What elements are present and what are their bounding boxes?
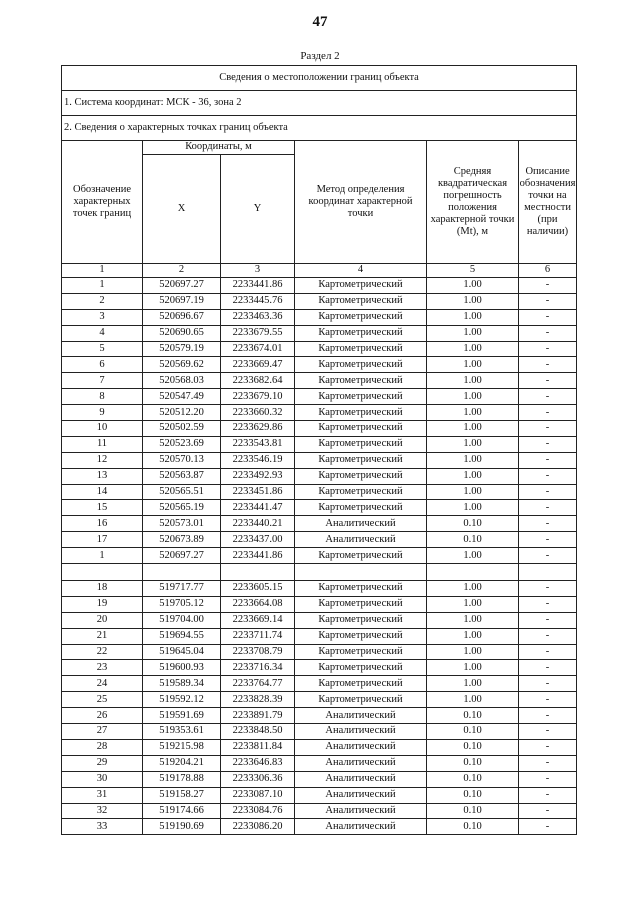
point-number-cell: 15 xyxy=(62,500,143,516)
method-cell: Картометрический xyxy=(295,421,427,437)
x-coordinate-cell: 519190.69 xyxy=(143,819,221,835)
description-cell: - xyxy=(519,484,577,500)
x-coordinate-cell: 520568.03 xyxy=(143,373,221,389)
boundaries-table xyxy=(61,65,577,835)
table-row xyxy=(62,660,577,676)
x-coordinate-cell: 519694.55 xyxy=(143,628,221,644)
description-cell: - xyxy=(519,628,577,644)
y-coordinate-cell: 2233629.86 xyxy=(221,421,295,437)
y-coordinate-cell: 2233828.39 xyxy=(221,692,295,708)
header-description: Описание обозначения точки на местности (при наличии) xyxy=(519,141,577,264)
method-cell: Картометрический xyxy=(295,468,427,484)
method-cell: Картометрический xyxy=(295,357,427,373)
x-coordinate-cell: 519592.12 xyxy=(143,692,221,708)
table-row xyxy=(62,819,577,835)
table-row xyxy=(62,341,577,357)
table-title: Сведения о местоположении границ объекта xyxy=(62,66,577,91)
description-cell: - xyxy=(519,468,577,484)
point-number-cell: 28 xyxy=(62,739,143,755)
x-coordinate-cell: 520579.19 xyxy=(143,341,221,357)
x-coordinate-cell: 520569.62 xyxy=(143,357,221,373)
y-coordinate-cell: 2233669.47 xyxy=(221,357,295,373)
x-coordinate-cell: 520673.89 xyxy=(143,532,221,548)
description-cell: - xyxy=(519,596,577,612)
points-heading: 2. Сведения о характерных точках границ объекта xyxy=(62,116,577,141)
y-coordinate-cell: 2233463.36 xyxy=(221,309,295,325)
y-coordinate-cell: 2233811.84 xyxy=(221,739,295,755)
accuracy-cell: 0.10 xyxy=(427,771,519,787)
accuracy-cell: 1.00 xyxy=(427,468,519,484)
description-cell: - xyxy=(519,581,577,597)
point-number-cell: 7 xyxy=(62,373,143,389)
description-cell: - xyxy=(519,660,577,676)
y-coordinate-cell: 2233891.79 xyxy=(221,708,295,724)
point-number-cell: 31 xyxy=(62,787,143,803)
method-cell: Картометрический xyxy=(295,309,427,325)
method-cell: Аналитический xyxy=(295,803,427,819)
x-coordinate-cell: 519600.93 xyxy=(143,660,221,676)
table-row xyxy=(62,357,577,373)
description-cell: - xyxy=(519,341,577,357)
point-number-cell: 30 xyxy=(62,771,143,787)
point-number-cell: 13 xyxy=(62,468,143,484)
x-coordinate-cell: 520696.67 xyxy=(143,309,221,325)
point-number-cell: 23 xyxy=(62,660,143,676)
description-cell: - xyxy=(519,612,577,628)
x-coordinate-cell: 520697.19 xyxy=(143,293,221,309)
y-coordinate-cell: 2233646.83 xyxy=(221,755,295,771)
point-number-cell: 32 xyxy=(62,803,143,819)
accuracy-cell: 1.00 xyxy=(427,596,519,612)
y-coordinate-cell: 2233682.64 xyxy=(221,373,295,389)
y-coordinate-cell: 2233084.76 xyxy=(221,803,295,819)
point-number-cell: 24 xyxy=(62,676,143,692)
accuracy-cell: 1.00 xyxy=(427,452,519,468)
accuracy-cell: 1.00 xyxy=(427,405,519,421)
table-row xyxy=(62,516,577,532)
method-cell: Аналитический xyxy=(295,724,427,740)
header-y: Y xyxy=(221,155,295,264)
table-row xyxy=(62,724,577,740)
description-cell: - xyxy=(519,373,577,389)
description-cell: - xyxy=(519,692,577,708)
accuracy-cell: 1.00 xyxy=(427,421,519,437)
description-cell: - xyxy=(519,405,577,421)
y-coordinate-cell: 2233087.10 xyxy=(221,787,295,803)
description-cell: - xyxy=(519,436,577,452)
x-coordinate-cell: 520573.01 xyxy=(143,516,221,532)
method-cell: Картометрический xyxy=(295,628,427,644)
empty-cell xyxy=(519,564,577,581)
x-coordinate-cell: 520690.65 xyxy=(143,325,221,341)
table-row xyxy=(62,293,577,309)
method-cell: Картометрический xyxy=(295,373,427,389)
point-number-cell: 6 xyxy=(62,357,143,373)
method-cell: Картометрический xyxy=(295,644,427,660)
accuracy-cell: 0.10 xyxy=(427,755,519,771)
x-coordinate-cell: 519158.27 xyxy=(143,787,221,803)
table-row xyxy=(62,325,577,341)
method-cell: Картометрический xyxy=(295,278,427,294)
method-cell: Картометрический xyxy=(295,484,427,500)
table-row xyxy=(62,803,577,819)
method-cell: Картометрический xyxy=(295,548,427,564)
table-row xyxy=(62,389,577,405)
point-number-cell: 4 xyxy=(62,325,143,341)
method-cell: Аналитический xyxy=(295,755,427,771)
accuracy-cell: 1.00 xyxy=(427,676,519,692)
description-cell: - xyxy=(519,309,577,325)
x-coordinate-cell: 519645.04 xyxy=(143,644,221,660)
point-number-cell: 25 xyxy=(62,692,143,708)
point-number-cell: 18 xyxy=(62,581,143,597)
y-coordinate-cell: 2233716.34 xyxy=(221,660,295,676)
y-coordinate-cell: 2233848.50 xyxy=(221,724,295,740)
x-coordinate-cell: 519591.69 xyxy=(143,708,221,724)
table-row xyxy=(62,373,577,389)
point-number-cell: 16 xyxy=(62,516,143,532)
method-cell: Аналитический xyxy=(295,739,427,755)
method-cell: Аналитический xyxy=(295,708,427,724)
table-row xyxy=(62,676,577,692)
accuracy-cell: 1.00 xyxy=(427,692,519,708)
x-coordinate-cell: 519705.12 xyxy=(143,596,221,612)
page-number: 47 xyxy=(312,14,328,30)
column-number: 4 xyxy=(295,264,427,278)
x-coordinate-cell: 520523.69 xyxy=(143,436,221,452)
description-cell: - xyxy=(519,293,577,309)
table-row xyxy=(62,708,577,724)
y-coordinate-cell: 2233708.79 xyxy=(221,644,295,660)
accuracy-cell: 1.00 xyxy=(427,660,519,676)
accuracy-cell: 1.00 xyxy=(427,484,519,500)
y-coordinate-cell: 2233764.77 xyxy=(221,676,295,692)
accuracy-cell: 0.10 xyxy=(427,739,519,755)
point-number-cell: 5 xyxy=(62,341,143,357)
header-accuracy: Средняя квадратическая погрешность положения характерной точки (Mt), м xyxy=(427,141,519,264)
y-coordinate-cell: 2233441.86 xyxy=(221,548,295,564)
x-coordinate-cell: 520565.51 xyxy=(143,484,221,500)
column-number: 6 xyxy=(519,264,577,278)
table-row xyxy=(62,739,577,755)
y-coordinate-cell: 2233437.00 xyxy=(221,532,295,548)
y-coordinate-cell: 2233445.76 xyxy=(221,293,295,309)
accuracy-cell: 1.00 xyxy=(427,581,519,597)
point-number-cell: 21 xyxy=(62,628,143,644)
empty-cell xyxy=(427,564,519,581)
y-coordinate-cell: 2233660.32 xyxy=(221,405,295,421)
x-coordinate-cell: 520570.13 xyxy=(143,452,221,468)
description-cell: - xyxy=(519,389,577,405)
table-row xyxy=(62,692,577,708)
accuracy-cell: 0.10 xyxy=(427,516,519,532)
y-coordinate-cell: 2233605.15 xyxy=(221,581,295,597)
method-cell: Картометрический xyxy=(295,325,427,341)
x-coordinate-cell: 519717.77 xyxy=(143,581,221,597)
accuracy-cell: 0.10 xyxy=(427,708,519,724)
method-cell: Картометрический xyxy=(295,612,427,628)
y-coordinate-cell: 2233451.86 xyxy=(221,484,295,500)
table-row xyxy=(62,787,577,803)
y-coordinate-cell: 2233711.74 xyxy=(221,628,295,644)
point-number-cell: 12 xyxy=(62,452,143,468)
description-cell: - xyxy=(519,500,577,516)
accuracy-cell: 1.00 xyxy=(427,500,519,516)
x-coordinate-cell: 519204.21 xyxy=(143,755,221,771)
x-coordinate-cell: 519353.61 xyxy=(143,724,221,740)
description-cell: - xyxy=(519,452,577,468)
accuracy-cell: 0.10 xyxy=(427,803,519,819)
accuracy-cell: 1.00 xyxy=(427,325,519,341)
method-cell: Картометрический xyxy=(295,500,427,516)
y-coordinate-cell: 2233543.81 xyxy=(221,436,295,452)
method-cell: Аналитический xyxy=(295,771,427,787)
point-number-cell: 14 xyxy=(62,484,143,500)
method-cell: Картометрический xyxy=(295,389,427,405)
description-cell: - xyxy=(519,357,577,373)
x-coordinate-cell: 519178.88 xyxy=(143,771,221,787)
header-coordinates: Координаты, м xyxy=(143,141,295,155)
method-cell: Картометрический xyxy=(295,692,427,708)
description-cell: - xyxy=(519,516,577,532)
table-row xyxy=(62,278,577,294)
y-coordinate-cell: 2233440.21 xyxy=(221,516,295,532)
x-coordinate-cell: 519704.00 xyxy=(143,612,221,628)
table-row xyxy=(62,644,577,660)
empty-cell xyxy=(295,564,427,581)
table-row xyxy=(62,532,577,548)
description-cell: - xyxy=(519,803,577,819)
table-row xyxy=(62,452,577,468)
column-number: 1 xyxy=(62,264,143,278)
point-number-cell: 9 xyxy=(62,405,143,421)
y-coordinate-cell: 2233546.19 xyxy=(221,452,295,468)
accuracy-cell: 0.10 xyxy=(427,819,519,835)
accuracy-cell: 1.00 xyxy=(427,373,519,389)
description-cell: - xyxy=(519,819,577,835)
method-cell: Аналитический xyxy=(295,787,427,803)
header-method: Метод определения координат характерной точки xyxy=(295,141,427,264)
group-separator-row xyxy=(62,564,577,581)
accuracy-cell: 0.10 xyxy=(427,724,519,740)
table-row xyxy=(62,596,577,612)
description-cell: - xyxy=(519,278,577,294)
accuracy-cell: 1.00 xyxy=(427,357,519,373)
accuracy-cell: 1.00 xyxy=(427,644,519,660)
method-cell: Картометрический xyxy=(295,293,427,309)
method-cell: Картометрический xyxy=(295,341,427,357)
header-point-designation: Обозначение характерных точек границ xyxy=(62,141,143,264)
accuracy-cell: 1.00 xyxy=(427,436,519,452)
accuracy-cell: 1.00 xyxy=(427,293,519,309)
point-number-cell: 2 xyxy=(62,293,143,309)
point-number-cell: 27 xyxy=(62,724,143,740)
table-row xyxy=(62,468,577,484)
y-coordinate-cell: 2233441.47 xyxy=(221,500,295,516)
point-number-cell: 17 xyxy=(62,532,143,548)
point-number-cell: 26 xyxy=(62,708,143,724)
point-number-cell: 10 xyxy=(62,421,143,437)
section-label: Раздел 2 xyxy=(300,50,340,62)
coordinate-system: 1. Система координат: МСК - 36, зона 2 xyxy=(62,91,577,116)
table-row xyxy=(62,484,577,500)
description-cell: - xyxy=(519,771,577,787)
description-cell: - xyxy=(519,325,577,341)
table-row xyxy=(62,581,577,597)
description-cell: - xyxy=(519,532,577,548)
y-coordinate-cell: 2233679.55 xyxy=(221,325,295,341)
table-row xyxy=(62,500,577,516)
point-number-cell: 1 xyxy=(62,278,143,294)
point-number-cell: 11 xyxy=(62,436,143,452)
y-coordinate-cell: 2233669.14 xyxy=(221,612,295,628)
y-coordinate-cell: 2233679.10 xyxy=(221,389,295,405)
description-cell: - xyxy=(519,421,577,437)
description-cell: - xyxy=(519,724,577,740)
point-number-cell: 3 xyxy=(62,309,143,325)
description-cell: - xyxy=(519,676,577,692)
point-number-cell: 33 xyxy=(62,819,143,835)
x-coordinate-cell: 520547.49 xyxy=(143,389,221,405)
method-cell: Картометрический xyxy=(295,436,427,452)
table-row xyxy=(62,309,577,325)
accuracy-cell: 1.00 xyxy=(427,628,519,644)
method-cell: Картометрический xyxy=(295,581,427,597)
description-cell: - xyxy=(519,755,577,771)
header-x: X xyxy=(143,155,221,264)
accuracy-cell: 0.10 xyxy=(427,532,519,548)
empty-cell xyxy=(62,564,143,581)
method-cell: Аналитический xyxy=(295,532,427,548)
point-number-cell: 1 xyxy=(62,548,143,564)
description-cell: - xyxy=(519,787,577,803)
y-coordinate-cell: 2233664.08 xyxy=(221,596,295,612)
point-number-cell: 19 xyxy=(62,596,143,612)
point-number-cell: 8 xyxy=(62,389,143,405)
accuracy-cell: 1.00 xyxy=(427,341,519,357)
y-coordinate-cell: 2233086.20 xyxy=(221,819,295,835)
x-coordinate-cell: 520697.27 xyxy=(143,278,221,294)
accuracy-cell: 1.00 xyxy=(427,612,519,628)
column-number: 2 xyxy=(143,264,221,278)
x-coordinate-cell: 520502.59 xyxy=(143,421,221,437)
column-number: 3 xyxy=(221,264,295,278)
table-row xyxy=(62,612,577,628)
method-cell: Картометрический xyxy=(295,405,427,421)
x-coordinate-cell: 520565.19 xyxy=(143,500,221,516)
x-coordinate-cell: 519174.66 xyxy=(143,803,221,819)
table-row xyxy=(62,755,577,771)
accuracy-cell: 0.10 xyxy=(427,787,519,803)
method-cell: Картометрический xyxy=(295,660,427,676)
x-coordinate-cell: 519215.98 xyxy=(143,739,221,755)
x-coordinate-cell: 520512.20 xyxy=(143,405,221,421)
point-number-cell: 29 xyxy=(62,755,143,771)
method-cell: Картометрический xyxy=(295,676,427,692)
description-cell: - xyxy=(519,739,577,755)
description-cell: - xyxy=(519,548,577,564)
empty-cell xyxy=(143,564,221,581)
table-row xyxy=(62,405,577,421)
empty-cell xyxy=(221,564,295,581)
accuracy-cell: 1.00 xyxy=(427,278,519,294)
accuracy-cell: 1.00 xyxy=(427,309,519,325)
table-row xyxy=(62,421,577,437)
table-row xyxy=(62,548,577,564)
column-number: 5 xyxy=(427,264,519,278)
table-row xyxy=(62,628,577,644)
x-coordinate-cell: 520697.27 xyxy=(143,548,221,564)
method-cell: Картометрический xyxy=(295,452,427,468)
point-number-cell: 22 xyxy=(62,644,143,660)
accuracy-cell: 1.00 xyxy=(427,548,519,564)
x-coordinate-cell: 520563.87 xyxy=(143,468,221,484)
y-coordinate-cell: 2233674.01 xyxy=(221,341,295,357)
table-row xyxy=(62,436,577,452)
method-cell: Аналитический xyxy=(295,819,427,835)
y-coordinate-cell: 2233306.36 xyxy=(221,771,295,787)
table-row xyxy=(62,771,577,787)
method-cell: Аналитический xyxy=(295,516,427,532)
description-cell: - xyxy=(519,708,577,724)
point-number-cell: 20 xyxy=(62,612,143,628)
method-cell: Картометрический xyxy=(295,596,427,612)
description-cell: - xyxy=(519,644,577,660)
y-coordinate-cell: 2233492.93 xyxy=(221,468,295,484)
x-coordinate-cell: 519589.34 xyxy=(143,676,221,692)
accuracy-cell: 1.00 xyxy=(427,389,519,405)
y-coordinate-cell: 2233441.86 xyxy=(221,278,295,294)
